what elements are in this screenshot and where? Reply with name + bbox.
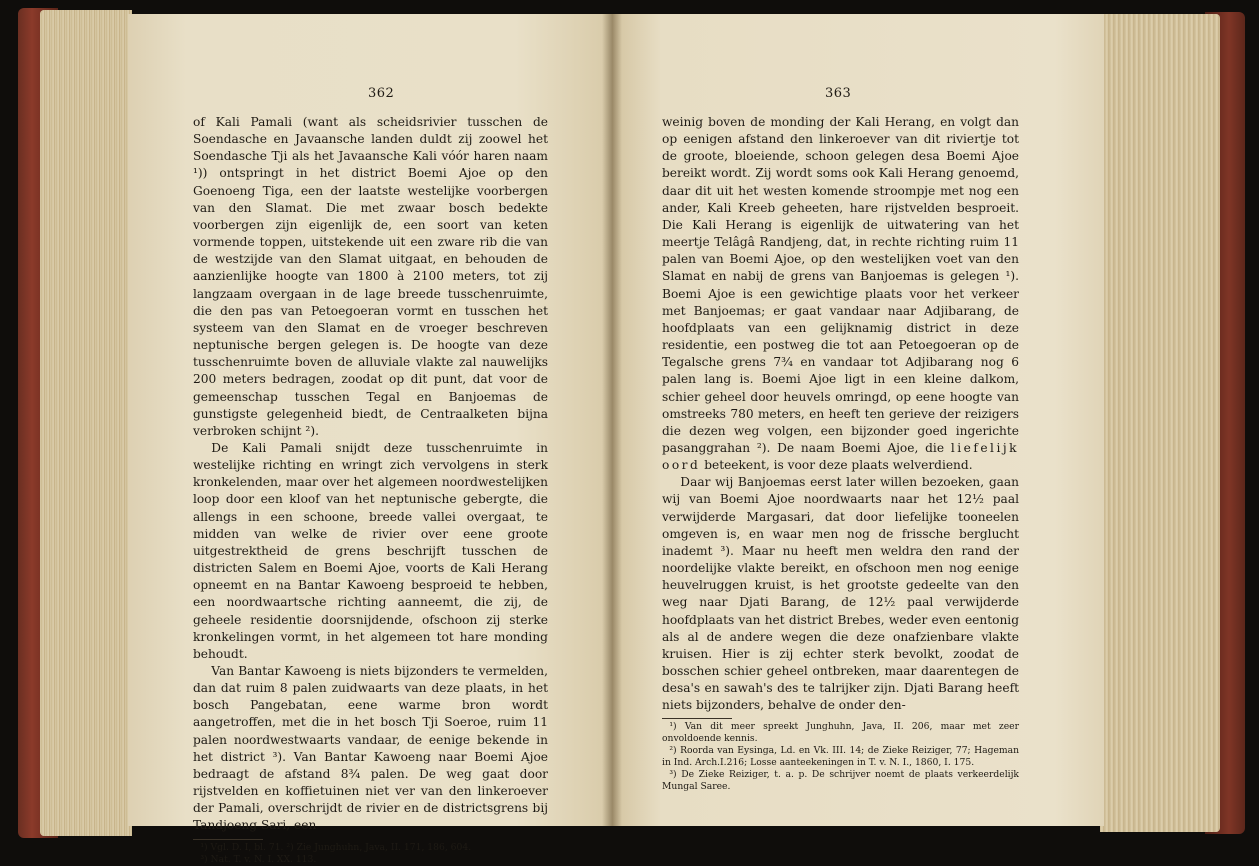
paragraph: De Kali Pamali snijdt deze tusschenruimte in westelijke richting en wringt zich vervolgens in sterk kronkelenden, maar over het algemeen noordwestelijken loop door een kloof van het neptunische gebergte, die allengs in een schoone, breede vallei overgaat, te midden van welke de rivier over eene groote uitgestrektheid de grens beschrijft tusschen de districten Salem en Boemi Ajoe, voorts de Kali Herang opneemt en na Bantar Kawoeng besproeid te hebben, een noordwaartsche richting aanneemt, die zij, de geheele residentie doorsnijdende, ofschoon zij sterke kronkelingen vormt, in het algemeen tot hare monding behoudt.	[193, 440, 548, 661]
page-edges-left	[40, 10, 132, 836]
spaced-phrase: liefelijk oord	[662, 440, 1020, 473]
footnote: ²) Roorda van Eysinga, Ld. en Vk. III. 14; de Zieke Reiziger, 77; Hageman in Ind. Arch.I.216; Losse aanteekeningen in T. v. N. I., 1860, I. 175.	[662, 745, 1019, 769]
page-body	[662, 114, 1019, 793]
page-number: 362	[368, 86, 395, 101]
book-gutter	[602, 14, 622, 826]
left-page	[128, 14, 612, 865]
paragraph: Van Bantar Kawoeng is niets bijzonders te vermelden, dan dat ruim 8 palen zuidwaarts van deze plaats, in het bosch Pangebatan, eene warme bron wordt aangetroffen, met die in het bosch Tji Soeroe, ruim 11 palen noordwestwaarts vandaar, de eenige bekende in het district ³). Van Bantar Kawoeng naar Boemi Ajoe bedraagt de afstand 8¾ palen. De weg gaat door rijstvelden en koffietuinen niet ver van den linkeroever der Pamali, overschrijdt de rivier en de districtsgrens bij Tandjoeng Sari, een	[193, 664, 548, 833]
right-page	[612, 14, 1104, 826]
paragraph: of Kali Pamali (want als scheidsrivier tusschen de Soendasche en Javaansche landen duldt zij zoowel het Soendasche Tji als het Javaansche Kali vóór haren naam ¹)) ontspringt in het district Boemi Ajoe op den Goenoeng Tiga, een der laatste westelijke voorbergen van den Slamat. Die met zwaar bosch bedekte voorbergen zijn eigenlijk de, een soort van keten vormende toppen, uitstekende uit een zware rib die van de westzijde van den Slamat uitgaat, en behouden de aanzienlijke hoogte van 1800 à 2100 meters, tot zij langzaam overgaan in de lage breede tusschenruimte, die den pas van Petoegoeran vormt en tusschen het systeem van den Slamat en de vroeger beschreven neptunische bergen gelegen is. De hoogte van deze tusschenruimte boven de alluviale vlakte zal nauwelijks 200 meters bedragen, zoodat op dit punt, dat voor de gemeenschap tusschen Tegal en Banjoemas de gunstigste gelegenheid biedt, de Centraalketen bijna verbroken schijnt ²).	[193, 115, 548, 438]
page-body	[193, 114, 548, 866]
footnote: ¹) Vgl. D. I, bl. 71. ²) Zie Junghuhn, Java, II. 171, 186, 604.	[200, 841, 472, 853]
paragraph-text: beteekent, is voor deze plaats welverdiend.	[704, 458, 973, 473]
footnotes	[193, 842, 548, 866]
footnote-rule	[193, 839, 263, 840]
page-edges-right	[1100, 14, 1220, 832]
paragraph-text: weinig boven de monding der Kali Herang, en volgt dan op eenigen afstand den linkeroever van dit riviertje tot de groote, bloeiende, schoon gelegen desa Boemi Ajoe bereikt wordt. Zij wordt soms ook Kali Herang genoemd, daar dit uit het westen komende stroompje met nog een ander, Kali Kreeb geheeten, hare rijstvelden besproeit. Die Kali Herang is eigenlijk de uitwatering van het meertje Telâgâ Randjeng, dat, in rechte richting ruim 11 palen van Boemi Ajoe, op den westelijken voet van den Slamat en nabij de grens van Banjoemas is gelegen ¹). Boemi Ajoe is een gewichtige plaats voor het verkeer met Banjoemas; er gaat vandaar naar Adjibarang, de hoofdplaats van een gelijknamig district in deze residentie, een postweg die tot aan Petoegoeran op de Tegalsche grens 7¾ en vandaar tot Adjibarang nog 6 palen lang is. Boemi Ajoe ligt in een kleine dalkom, schier geheel door heuvels omringd, op eene hoogte van omstreeks 780 meters, en heeft ten gerieve der reizigers die dezen weg volgen, een bijzonder goed ingerichte pasanggrahan ²). De naam Boemi Ajoe, die	[662, 115, 1019, 455]
paragraph	[662, 114, 1019, 474]
page-number: 363	[825, 86, 852, 101]
footnote: ³) De Zieke Reiziger, t. a. p. De schrijver noemt de plaats verkeerdelijk Mungal Saree.	[662, 769, 1019, 793]
footnotes	[662, 721, 1019, 793]
footnote: ³) Nat. T. v. N. I. XX. 113.	[200, 853, 317, 865]
footnote: ¹) Van dit meer spreekt Junghuhn, Java, II. 206, maar met zeer onvoldoende kennis.	[662, 721, 1019, 745]
footnote-rule	[662, 718, 732, 719]
paragraph: Daar wij Banjoemas eerst later willen bezoeken, gaan wij van Boemi Ajoe noordwaarts naar het 12½ paal verwijderde Margasari, dat door liefelijke tooneelen omgeven is, en waar men nog de frissche berglucht inademt ³). Maar nu heeft men weldra den rand der noordelijke vlakte bereikt, en ofschoon men nog eenige heuvelruggen kruist, is het grootste gedeelte van den weg naar Djati Barang, de 12½ paal verwijderde hoofdplaats van het district Brebes, weder even eentonig als al de andere wegen die deze onafzienbare vlakte kruisen. Hier is zij echter sterk bevolkt, zoodat de bosschen schier geheel ontbreken, maar daarentegen de desa's en sawah's des te talrijker zijn. Djati Barang heeft niets bijzonders, behalve de onder den-	[662, 475, 1019, 713]
